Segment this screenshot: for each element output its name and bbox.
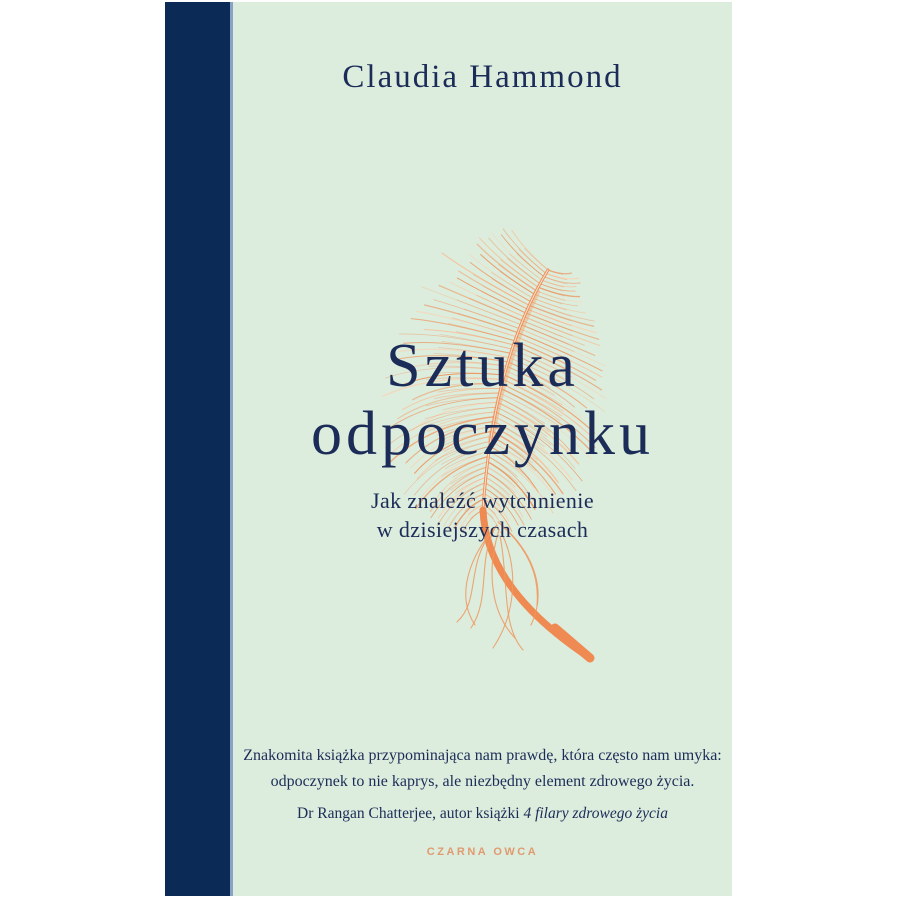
title-line-2: odpoczynku [310,400,655,468]
book-subtitle [233,486,732,544]
review-quote [233,743,732,795]
review-attribution-text: Dr Rangan Chatterjee, autor książki [297,805,524,822]
review-quote-line-1: Znakomita książka przypominająca nam prawdę, która często nam umyka: [243,747,722,764]
subtitle-line-1: Jak znaleźć wytchnienie [371,488,594,513]
book-spine [165,2,230,896]
author-name: Claudia Hammond [342,59,623,95]
book-cover [165,2,732,896]
publisher-logo: CZARNA OWCA [426,846,539,858]
title-line-1: Sztuka [386,332,579,400]
review-attribution [233,803,732,825]
front-cover [233,2,732,896]
book-title [233,332,732,468]
review-quote-line-2: odpoczynek to nie kaprys, ale niezbędny element zdrowego życia. [270,773,695,790]
subtitle-line-2: w dzisiejszych czasach [376,517,589,542]
review-attribution-book-title: 4 filary zdrowego życia [523,805,668,822]
